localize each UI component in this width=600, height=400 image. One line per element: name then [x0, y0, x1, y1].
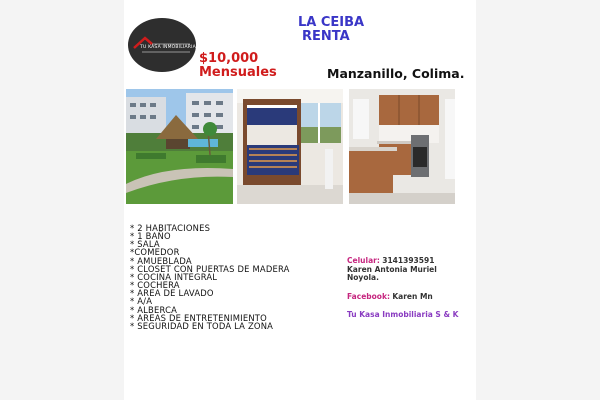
facebook-line — [347, 293, 472, 302]
company-name: Tu Kasa Inmobiliaria S & K — [347, 310, 459, 319]
list-item: * 2 HABITACIONES — [130, 223, 211, 233]
list-item: * 1 BAÑO — [130, 231, 171, 242]
kitchen-photo — [349, 89, 455, 204]
exterior-pool-palapa-photo — [126, 89, 233, 204]
list-item: * SEGURIDAD EN TODA LA ZONA — [130, 320, 274, 331]
location-text: Manzanillo, Colima. — [327, 66, 465, 81]
list-item: * AREAS DE ENTRETENIMIENTO — [130, 312, 267, 323]
list-item: * CLOSET CON PUERTAS DE MADERA — [130, 263, 290, 274]
features-list — [130, 224, 290, 330]
list-item: * AREA DE LAVADO — [130, 288, 214, 299]
list-item: * ALBERCA — [130, 304, 178, 315]
list-item: * SALA — [130, 239, 160, 250]
price-block — [199, 52, 277, 80]
list-item: *COMEDOR — [130, 247, 180, 258]
price-period: Mensuales — [199, 65, 277, 80]
phone-number[interactable]: 3141393591 — [382, 256, 435, 265]
bedroom-bunk-bed-photo — [237, 89, 343, 204]
facebook-handle[interactable]: Karen Mn — [392, 291, 433, 301]
phone-label: Celular: — [347, 256, 380, 265]
flyer-page — [124, 0, 476, 400]
list-item: * A/A — [130, 296, 153, 307]
logo-text: TU KASA INMOBILIARIA S & K — [140, 45, 211, 50]
title-line-1: LA CEIBA — [298, 15, 365, 30]
list-item: * COCINA INTEGRAL — [130, 271, 218, 282]
listing-title — [298, 16, 364, 44]
contact-block — [347, 257, 472, 320]
agent-name-line-1: Karen Antonia Muriel — [347, 264, 437, 274]
list-item: * AMUEBLADA — [130, 255, 192, 266]
list-item: * COCHERA — [130, 280, 180, 291]
title-line-2: RENTA — [302, 29, 350, 44]
facebook-label: Facebook: — [347, 291, 390, 301]
price-amount: $10,000 — [199, 51, 259, 66]
company-logo — [128, 18, 211, 72]
agent-name-line-2: Noyola. — [347, 273, 379, 282]
